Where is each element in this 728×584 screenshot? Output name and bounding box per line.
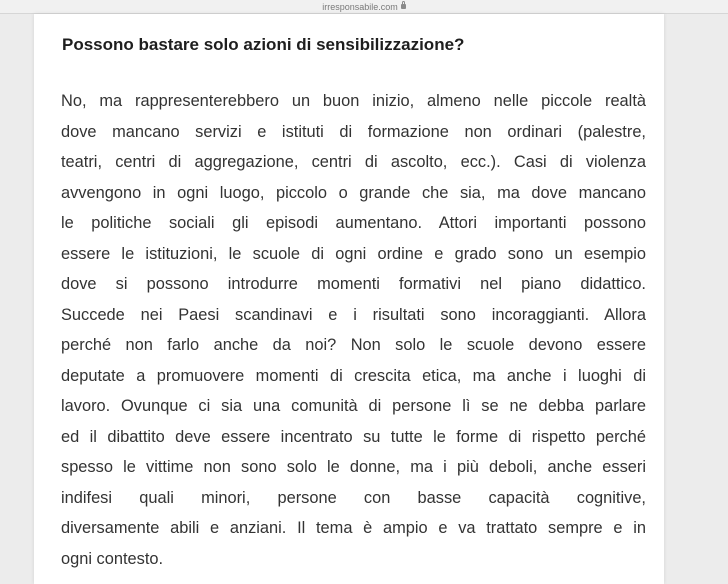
lock-icon xyxy=(401,4,406,9)
paragraph-line: dove mancano servizi e istituti di formazione non ordinari (palestre, xyxy=(61,122,646,141)
paragraph-line: indifesi quali minori, persone con basse capacità cognitive, xyxy=(61,488,646,507)
paragraph-line: avvengono in ogni luogo, piccolo o grande che sia, ma dove mancano xyxy=(61,183,646,202)
paragraph-line: ed il dibattito deve essere incentrato su tutte le forme di rispetto perché xyxy=(61,427,646,446)
paragraph-line: Succede nei Paesi scandinavi e i risultati sono incoraggianti. Allora xyxy=(61,305,646,324)
paragraph-line: perché non farlo anche da noi? Non solo le scuole devono essere xyxy=(61,336,646,354)
paragraph-line: spesso le vittime non sono solo le donne, ma i più deboli, anche esseri xyxy=(61,458,646,476)
article-page xyxy=(34,14,664,584)
article-body xyxy=(61,86,646,574)
paragraph-line: le politiche sociali gli episodi aumentano. Attori importanti possono xyxy=(61,214,646,232)
article-heading: Possono bastare solo azioni di sensibilizzazione? xyxy=(62,35,465,54)
paragraph-line: lavoro. Ovunque ci sia una comunità di persone lì se ne debba parlare xyxy=(61,397,646,415)
paragraph-line: deputate a promuovere momenti di crescita etica, ma anche i luoghi di xyxy=(61,366,646,385)
paragraph-line: essere le istituzioni, le scuole di ogni ordine e grado sono un esempio xyxy=(61,244,646,263)
paragraph-line: No, ma rappresenterebbero un buon inizio, almeno nelle piccole realtà xyxy=(61,92,646,110)
url-text[interactable]: irresponsabile.com xyxy=(322,1,398,12)
paragraph-line: ogni contesto. xyxy=(61,549,164,568)
address-bar[interactable] xyxy=(0,0,728,14)
paragraph-line: diversamente abili e anziani. Il tema è ampio e va trattato sempre e in xyxy=(61,519,646,537)
paragraph-line: dove si possono introdurre momenti formativi nel piano didattico. xyxy=(61,275,646,293)
paragraph-line: teatri, centri di aggregazione, centri di ascolto, ecc.). Casi di violenza xyxy=(61,153,646,171)
